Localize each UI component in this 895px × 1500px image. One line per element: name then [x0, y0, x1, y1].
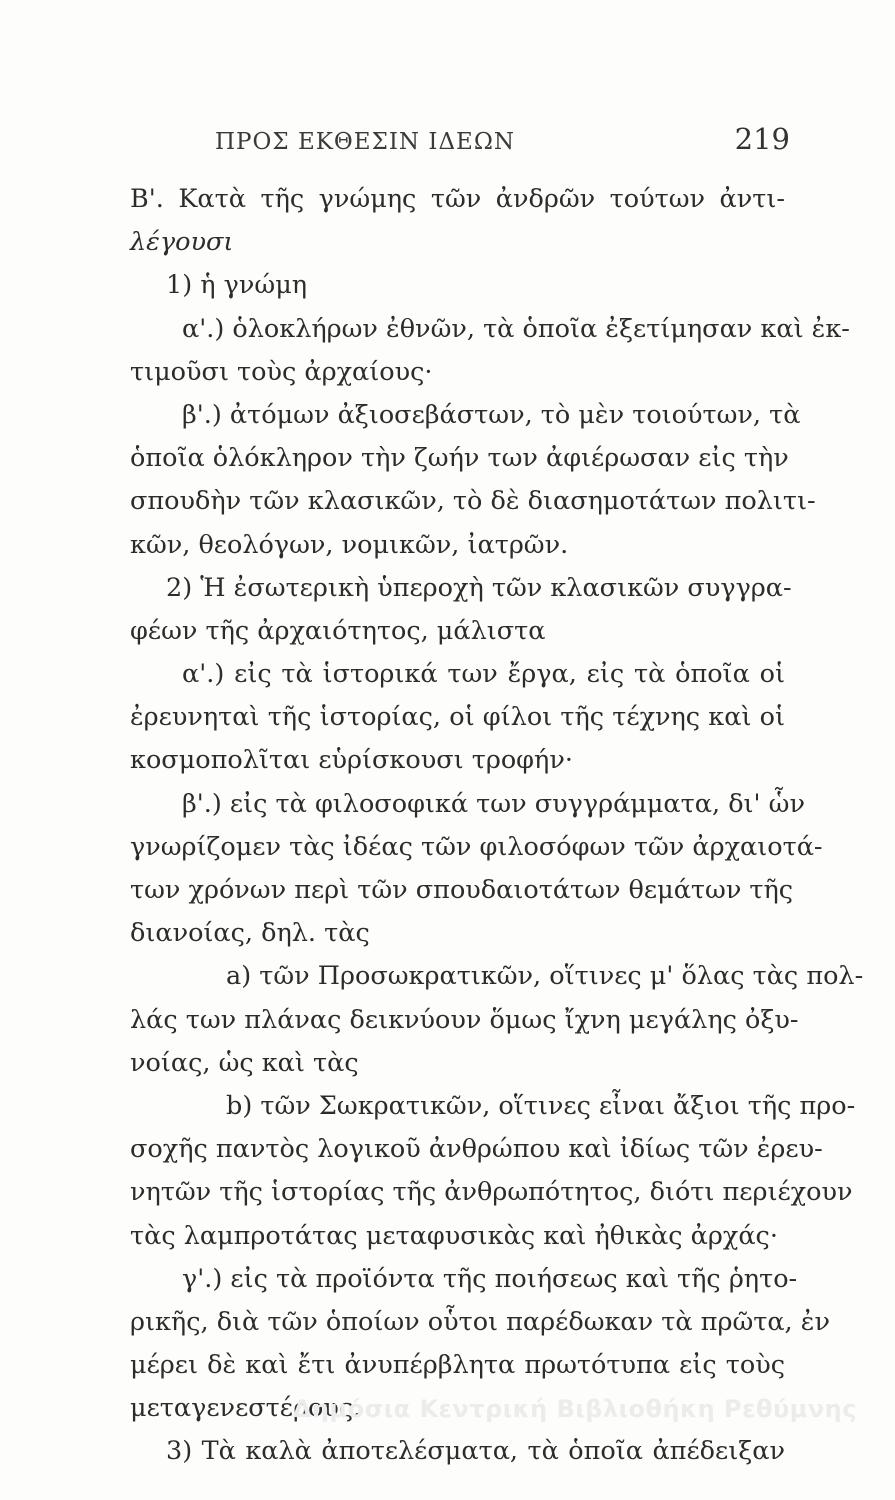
text-line: φέων τῆς ἀρχαιότητος, μάλιστα [130, 615, 546, 646]
text-line: γνωρίζομεν τὰς ἰδέας τῶν φιλοσόφων τῶν ἀρχαιοτά- [130, 831, 823, 862]
text-line: β'.) εἰς τὰ φιλοσοφικά των συγγράμματα, δι' ὧν [182, 788, 805, 819]
text-line: νητῶν τῆς ἱστορίας τῆς ἀνθρωπότητος, διότι περιέχουν [130, 1177, 853, 1208]
text-line: b) τῶν Σωκρατικῶν, οἵτινες εἶναι ἄξιοι τῆς προ- [226, 1090, 856, 1121]
text-line: ρικῆς, διὰ τῶν ὁποίων οὗτοι παρέδωκαν τὰ πρῶτα, ἐν [130, 1306, 830, 1337]
text-line: λέγουσι [130, 227, 234, 258]
body-text [130, 178, 864, 1474]
text-line: μέρει δὲ καὶ ἔτι ἀνυπέρβλητα πρωτότυπα εἰς τοὺς [130, 1350, 785, 1381]
text-line: τὰς λαμπροτάτας μεταφυσικὰς καὶ ἠθικὰς ἀρχάς· [130, 1220, 778, 1251]
text-line: β'.) ἀτόμων ἀξιοσεβάστων, τὸ μὲν τοιούτων, τὰ [182, 399, 801, 430]
text-line: γ'.) εἰς τὰ προϊόντα τῆς ποιήσεως καὶ τῆς ῥητο- [182, 1263, 798, 1294]
text-line: λάς των πλάνας δεικνύουν ὅμως ἴχνη μεγάλης ὀξυ- [130, 1004, 799, 1035]
text-line: α'.) ὁλοκλήρων ἐθνῶν, τὰ ὁποῖα ἐξετίμησαν καὶ ἐκ- [182, 313, 850, 344]
text-line: κῶν, θεολόγων, νομικῶν, ἰατρῶν. [130, 529, 569, 560]
text-line: τιμοῦσι τοὺς ἀρχαίους· [130, 356, 433, 387]
library-watermark: Δημόσια Κεντρική Βιβλιοθήκη Ρεθύμνης [292, 1395, 857, 1423]
text-line: a) τῶν Προσωκρατικῶν, οἵτινες μ' ὅλας τὰς πολ- [226, 961, 864, 992]
text-line: ἐρευνηταὶ τῆς ἱστορίας, οἱ φίλοι τῆς τέχνης καὶ οἱ [130, 702, 785, 733]
text-line: των χρόνων περὶ τῶν σπουδαιοτάτων θεμάτων τῆς [130, 875, 794, 905]
text-line: 2) Ἡ ἐσωτερικὴ ὑπεροχὴ τῶν κλασικῶν συγγρα- [166, 572, 792, 603]
text-line: μεταγενεστέρους. [130, 1393, 362, 1424]
text-line: ὁποῖα ὁλόκληρον τὴν ζωήν των ἀφιέρωσαν εἰς τὴν [130, 443, 789, 474]
text-line: σπουδὴν τῶν κλασικῶν, τὸ δὲ διασημοτάτων πολιτι- [130, 486, 816, 517]
running-title: ΠΡΟΣ ΕΚΘΕΣΙΝ ΙΔΕΩΝ [215, 129, 516, 155]
text-line: διανοίας, δηλ. τὰς [130, 918, 370, 949]
page-header [215, 122, 790, 162]
text-line: Β'. Κατὰ τῆς γνώμης τῶν ἀνδρῶν τούτων ἀντι- [130, 184, 785, 214]
text-line: σοχῆς παντὸς λογικοῦ ἀνθρώπου καὶ ἰδίως τῶν ἐρευ- [130, 1134, 823, 1165]
page-number: 219 [734, 122, 790, 156]
text-line: κοσμοπολῖται εὑρίσκουσι τροφήν· [130, 745, 573, 776]
text-line: 3) Τὰ καλὰ ἀποτελέσματα, τὰ ὁποῖα ἀπέδειξαν [166, 1436, 785, 1467]
text-line: α'.) εἰς τὰ ἱστορικά των ἔργα, εἰς τὰ ὁποῖα οἱ [182, 659, 785, 690]
text-line: 1) ἡ γνώμη [166, 270, 308, 301]
text-line: νοίας, ὡς καὶ τὰς [130, 1047, 359, 1078]
